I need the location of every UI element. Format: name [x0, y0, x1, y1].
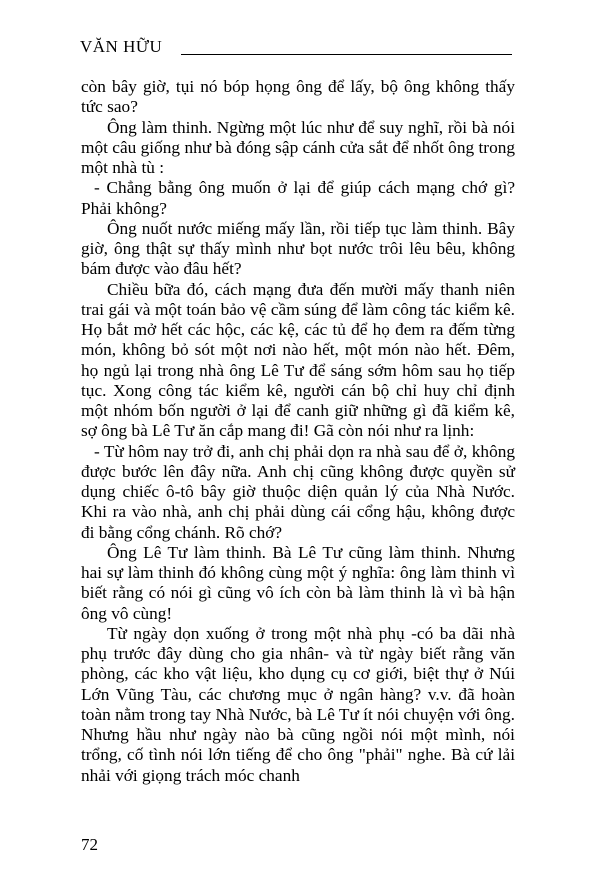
header-title: VĂN HỮU — [80, 37, 163, 56]
paragraph: Ông Lê Tư làm thinh. Bà Lê Tư cũng làm thinh. Nhưng hai sự làm thinh đó không cùng một ý nghĩa: ông làm thinh vì biết rằng có nói gì cũng vô ích còn bà làm thinh là vì bà hận ông vô cùng! — [81, 542, 515, 623]
body-text — [81, 77, 515, 786]
paragraph: Ông làm thinh. Ngừng một lúc như để suy nghĩ, rồi bà nói một câu giống như bà đóng sập cánh cửa sắt để nhốt ông trong một nhà tù : — [81, 117, 515, 177]
paragraph: còn bây giờ, tụi nó bóp họng ông để lấy, bộ ông không thấy tức sao? — [81, 77, 515, 117]
header-rule — [181, 54, 512, 55]
dialogue-paragraph: - Từ hôm nay trở đi, anh chị phải dọn ra nhà sau để ở, không được bước lên đây nữa. Anh chị cũng không được quyền sử dụng chiếc ô-tô bây giờ thuộc diện quản lý của Nhà Nước. Khi ra vào nhà, anh chị phải dùng cái cổng hậu, không được đi bằng cổng chánh. Rõ chớ? — [81, 441, 515, 542]
dialogue-paragraph: - Chẳng bằng ông muốn ở lại để giúp cách mạng chớ gì? Phải không? — [81, 178, 515, 218]
paragraph: Từ ngày dọn xuống ở trong một nhà phụ -có ba dãi nhà phụ trước đây dùng cho gia nhân- và từ ngày biết rằng văn phòng, các kho vật liệu, kho dụng cụ cơ giới, biệt thự ở Núi Lớn Vũng Tàu, các chương mục ở ngân hàng? v.v. đã hoàn toàn nằm trong tay Nhà Nước, bà Lê Tư ít nói chuyện với ông. Nhưng hầu như ngày nào bà cũng ngồi nói một mình, nói trổng, cố tình nói lớn tiếng để cho ông "phải" nghe. Bà cứ lải nhải với giọng trách móc chanh — [81, 623, 515, 785]
running-header — [80, 37, 512, 59]
paragraph: Chiều bữa đó, cách mạng đưa đến mười mấy thanh niên trai gái và một toán bảo vệ cầm súng để làm công tác kiểm kê. Họ bắt mở hết các hộc, các kệ, các tủ để họ đem ra đếm từng món, không bỏ sót một nơi nào hết, một món nào hết. Đêm, họ ngủ lại trong nhà ông Lê Tư để sáng sớm hôm sau họ tiếp tục. Xong công tác kiểm kê, người cán bộ chỉ huy chỉ định một nhóm bốn người ở lại để canh giữ những gì đã kiểm kê, sợ ông bà Lê Tư ăn cắp mang đi! Gã còn nói như ra lịnh: — [81, 279, 515, 441]
paragraph: Ông nuốt nước miếng mấy lần, rồi tiếp tục làm thinh. Bây giờ, ông thật sự thấy mình như bọt nước trôi lêu bêu, không bám được vào đâu hết? — [81, 218, 515, 279]
page-number: 72 — [81, 835, 98, 854]
